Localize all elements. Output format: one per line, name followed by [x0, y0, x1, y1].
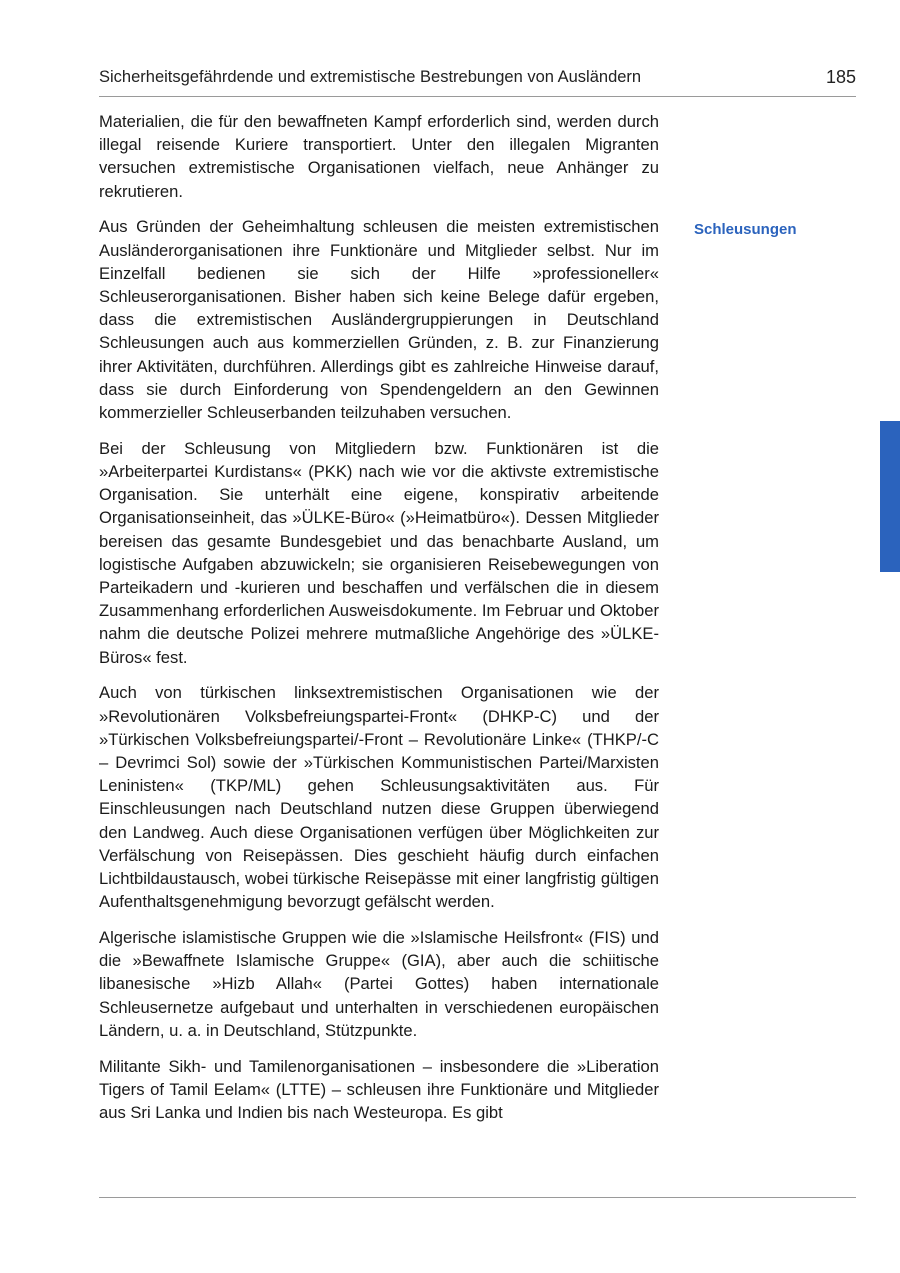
- margin-note-heading: Schleusungen: [694, 221, 797, 238]
- paragraph-3: Bei der Schleusung von Mitgliedern bzw. Funktionären ist die »Arbeiterpartei Kurdistans« (PKK) nach wie vor die aktivste extremistische Organisation. Sie unterhält eine eigene, konspirativ arbeitende Organisationseinheit, das »ÜLKE-Büro« (»Heimatbüro«). Dessen Mitglieder bereisen das gesamte Bundesgebiet und das benachbarte Ausland, um logistische Aufgaben abzuwickeln; sie organisieren Reisebewegungen von Parteikadern und -kurieren und beschaffen und verfälschen die in diesem Zusammenhang erforderlichen Ausweisdokumente. Im Februar und Oktober nahm die deutsche Polizei mehrere mutmaßliche Angehörige des »ÜLKE-Büros« fest.: [99, 438, 659, 667]
- running-header-title: Sicherheitsgefährdende und extremistische Bestrebungen von Ausländern: [99, 68, 642, 86]
- paragraph-1: Materialien, die für den bewaffneten Kampf erforderlich sind, werden durch illegal reisende Kuriere transportiert. Unter den illegalen Migranten versuchen extremistische Organisationen vielfach, neue Anhänger zu rekrutieren.: [99, 112, 659, 201]
- running-header: [99, 66, 856, 97]
- chapter-tab-marker: [880, 421, 900, 572]
- page-number: 185: [825, 67, 856, 87]
- paragraph-6: Militante Sikh- und Tamilenorganisationen – insbesondere die »Liberation Tigers of Tamil Eelam« (LTTE) – schleusen ihre Funktionäre und Mitglieder aus Sri Lanka und Indien bis nach Westeuropa. Es gibt: [99, 1056, 659, 1123]
- paragraph-4: Auch von türkischen linksextremistischen Organisationen wie der »Revolutionären Volksbefreiungspartei-Front« (DHKP-C) und der »Türkischen Volksbefreiungspartei/-Front – Revolutionäre Linke« (THKP/-C – Devrimci Sol) sowie der »Türkischen Kommunistischen Partei/Marxisten Leninisten« (TKP/ML) gehen Schleusungsaktivitäten aus. Für Einschleusungen nach Deutschland nutzen diese Gruppen überwiegend den Landweg. Auch diese Organisationen verfügen über Möglichkeiten zur Verfälschung von Reisepässen. Dies geschieht häufig durch einfachen Lichtbildaustausch, wobei türkische Reisepässe mit einer langfristig gültigen Aufenthaltsgenehmigung bevorzugt gefälscht werden.: [99, 683, 659, 912]
- footer-divider: [99, 1197, 856, 1198]
- paragraph-2: Aus Gründen der Geheimhaltung schleusen die meisten extremistischen Ausländerorganisationen ihre Funktionäre und Mitglieder selbst. Nur im Einzelfall bedienen sie sich der Hilfe »professioneller« Schleuserorganisationen. Bisher haben sich keine Belege dafür ergeben, dass die extremistischen Ausländergruppierungen in Deutschland Schleusungen auch aus kommerziellen Gründen, z. B. zur Finanzierung ihrer Aktivitäten, durchführen. Allerdings gibt es zahlreiche Hinweise darauf, dass sie durch Einforderung von Spendengeldern an den Gewinnen kommerzieller Schleuserbanden teilzuhaben versuchen.: [99, 217, 659, 423]
- paragraph-5: Algerische islamistische Gruppen wie die »Islamische Heilsfront« (FIS) und die »Bewaffnete Islamische Gruppe« (GIA), aber auch die schiitische libanesische »Hizb Allah« (Partei Gottes) haben internationale Schleusernetze aufgebaut und unterhalten in verschiedenen europäischen Ländern, u. a. in Deutschland, Stützpunkte.: [99, 928, 659, 1040]
- main-text-column: [99, 110, 659, 1137]
